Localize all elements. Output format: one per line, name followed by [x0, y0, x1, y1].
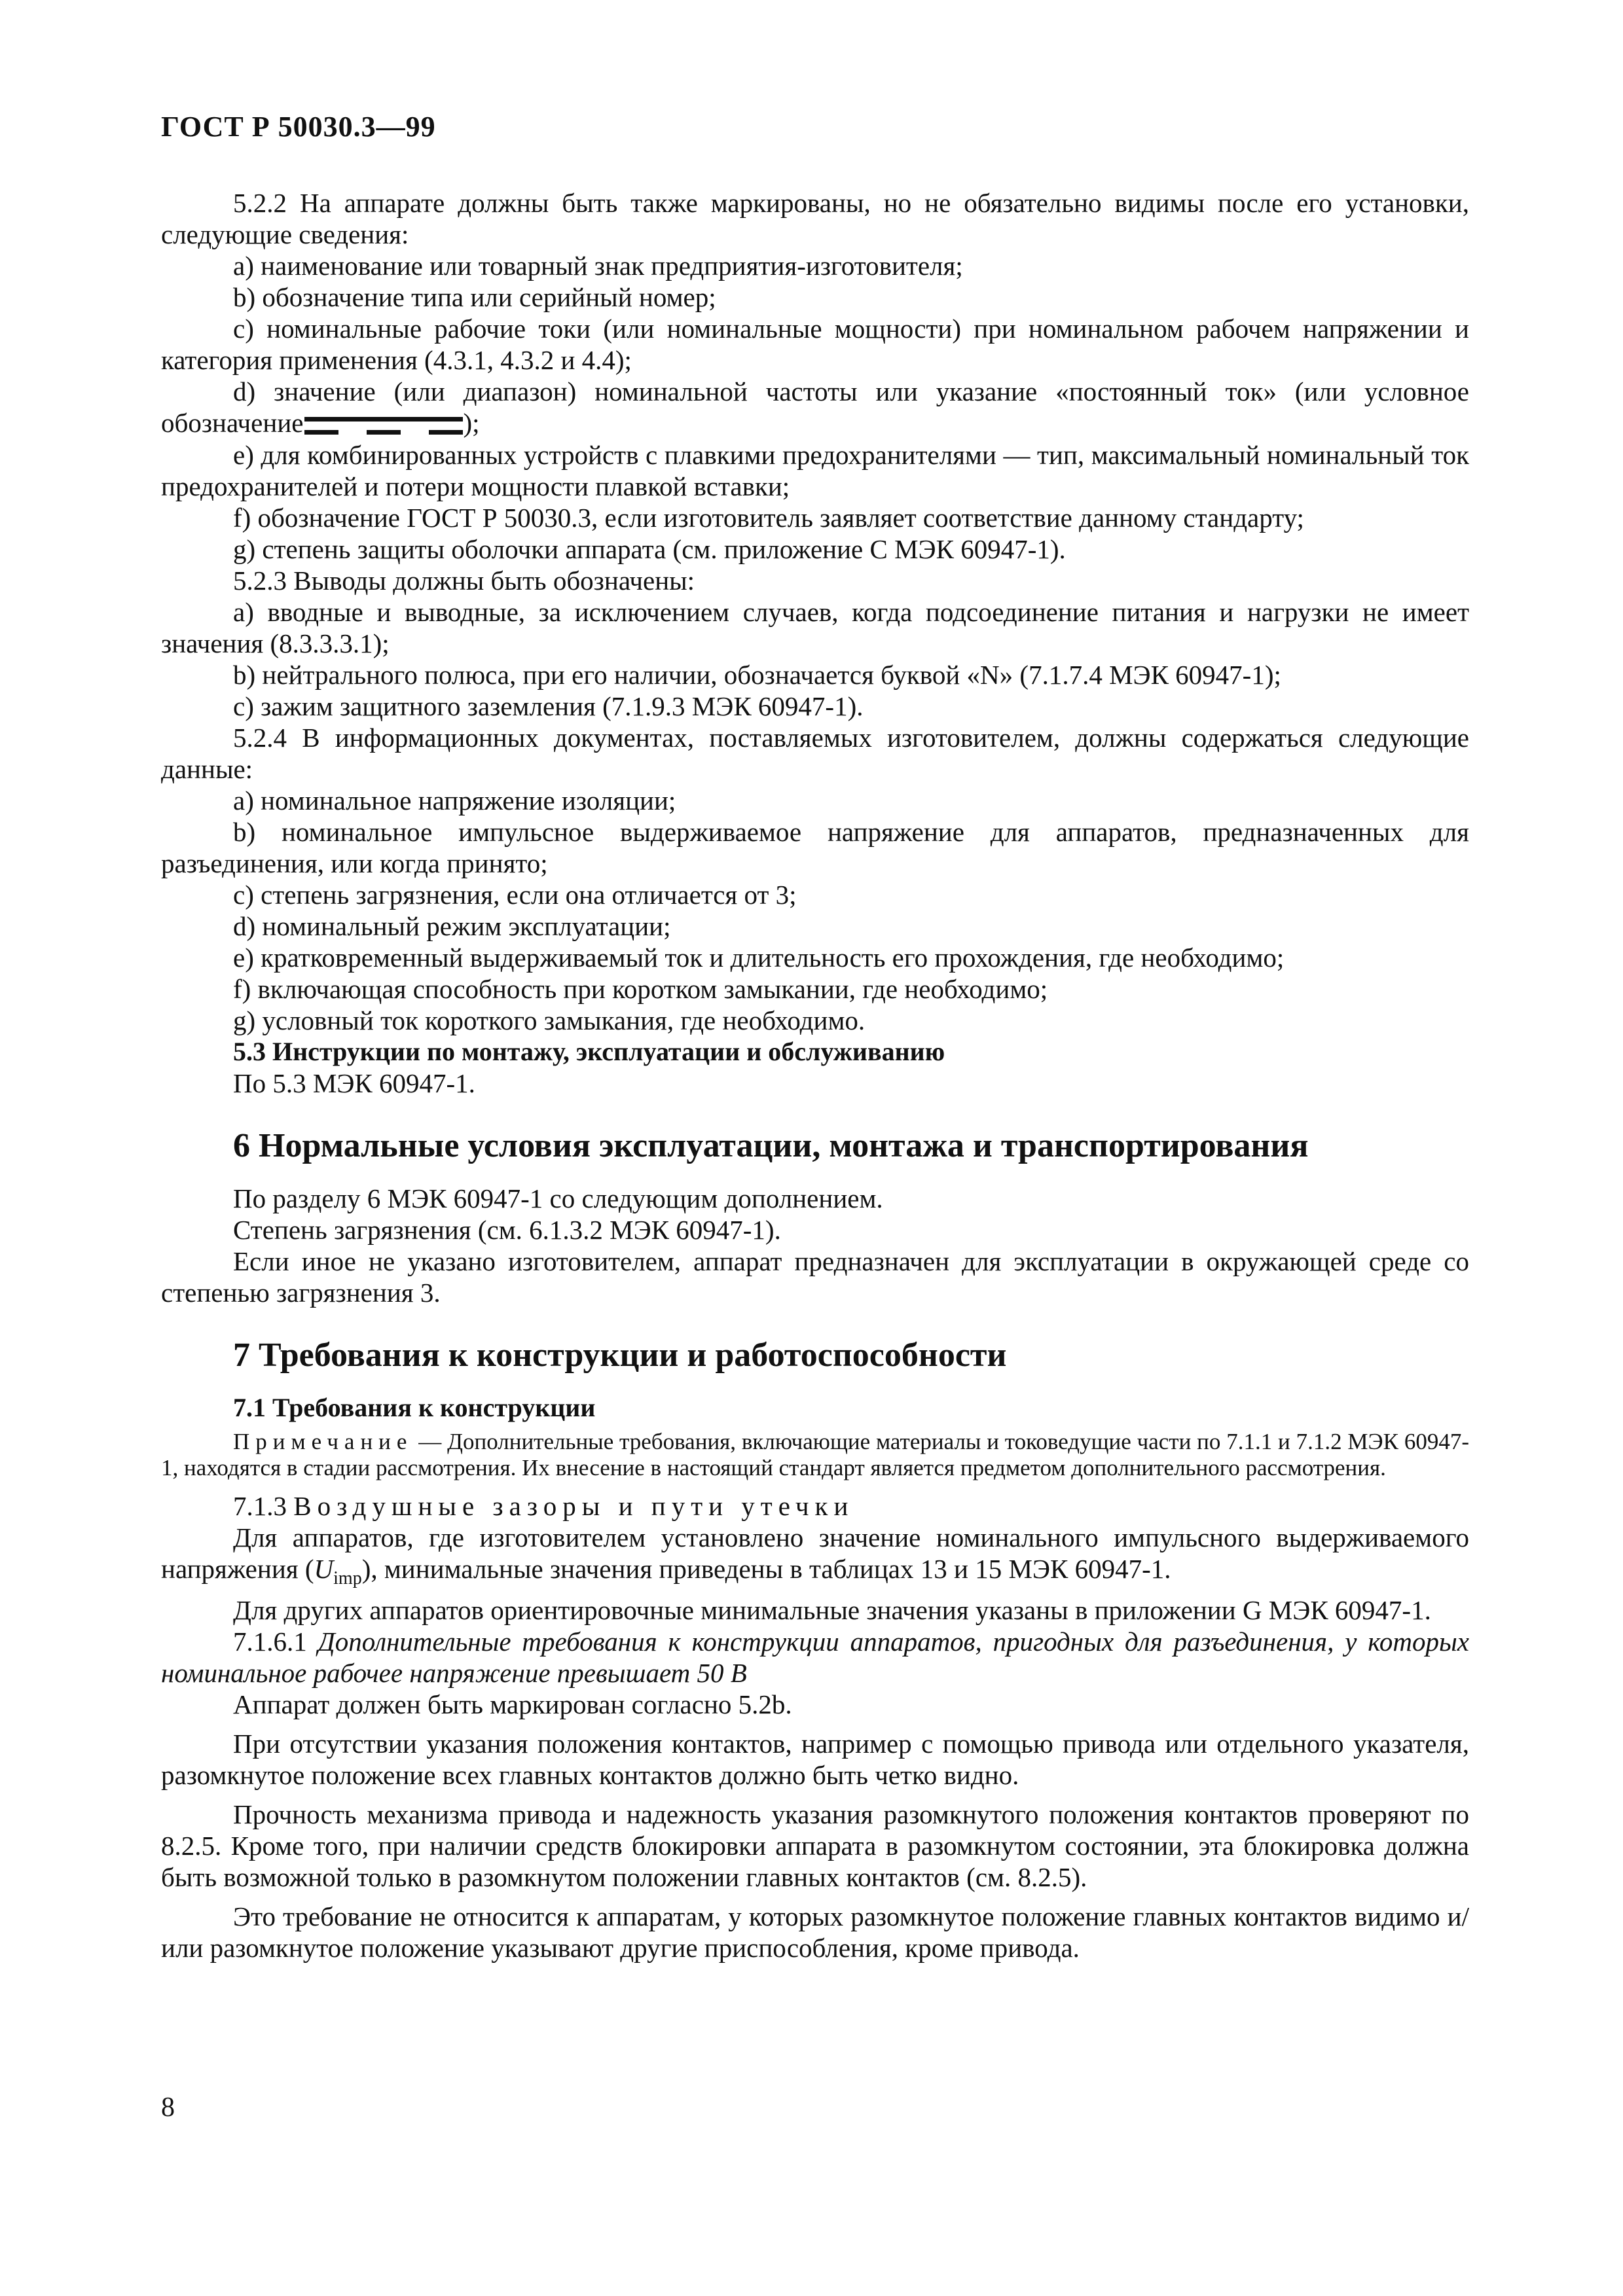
section-7-title: 7 Требования к конструкции и работоспособности [233, 1336, 1007, 1374]
list-item-text: d) значение (или диапазон) номинальной частоты или указание «постоянный ток» (или условное обозначение [161, 376, 1469, 438]
list-item: a) номинальное напряжение изоляции; [233, 785, 676, 816]
list-item: c) степень загрязнения, если она отличается от 3; [233, 879, 797, 910]
clause-title: Дополнительные требования к конструкции аппаратов, пригодных для разъединения, у которых номинальное рабочее напряжение превышает 50 В [161, 1626, 1469, 1688]
note-text: — Дополнительные требования, включающие материалы и токоведущие части по 7.1.1 и 7.1.2 МЭК 60947-1, находятся в стадии рассмотрения. Их внесение в настоящий стандарт является предметом дополнительного рассмотрения. [161, 1428, 1469, 1480]
standard-header: ГОСТ Р 50030.3—99 [161, 111, 436, 143]
clause-7-1-title: 7.1 Требования к конструкции [233, 1392, 596, 1422]
list-item: f) включающая способность при коротком замыкании, где необходимо; [233, 973, 1048, 1004]
clause-5-3-title: 5.3 Инструкции по монтажу, эксплуатации и обслуживанию [233, 1036, 945, 1066]
clause-7-1-6-1-paragraph: Это требование не относится к аппаратам, у которых разомкнутое положение главных контактов видимо и/или разомкнутое положение указывают другие приспособления, кроме привода. [161, 1901, 1469, 1963]
paragraph-text-end: ), минимальные значения приведены в таблицах 13 и 15 МЭК 60947-1. [361, 1553, 1171, 1584]
symbol-u: U [314, 1553, 334, 1584]
clause-7-1-6-1-paragraph: Аппарат должен быть маркирован согласно 5.2b. [233, 1689, 792, 1719]
page-number: 8 [161, 2092, 175, 2123]
clause-7-1-6-1-paragraph: Прочность механизма привода и надежность указания разомкнутого положения контактов проверяют по 8.2.5. Кроме того, при наличии средств блокировки аппарата в разомкнутом состоянии, эта блокировка должна быть возможной только в разомкнутом положении главных контактов (см. 8.2.5). [161, 1799, 1469, 1892]
clause-number: 7.1.3 [233, 1490, 294, 1521]
list-item: c) зажим защитного заземления (7.1.9.3 МЭК 60947-1). [233, 691, 864, 721]
list-item: e) кратковременный выдерживаемый ток и длительность его прохождения, где необходимо; [233, 942, 1285, 973]
list-item: a) вводные и выводные, за исключением случаев, когда подсоединение питания и нагрузки не имеет значения (8.3.3.3.1); [161, 596, 1469, 658]
clause-5-3-text: По 5.3 МЭК 60947-1. [233, 1067, 475, 1098]
list-item: g) степень защиты оболочки аппарата (см. приложение C МЭК 60947-1). [233, 533, 1066, 564]
list-item: b) нейтрального полюса, при его наличии, обозначается буквой «N» (7.1.7.4 МЭК 60947-1); [233, 659, 1281, 690]
clause-number: 7.1.6.1 [233, 1626, 318, 1657]
list-item: c) номинальные рабочие токи (или номинальные мощности) при номинальном рабочем напряжении и категория применения (4.3.1, 4.3.2 и 4.4); [161, 314, 1469, 375]
section-6-paragraph: Если иное не указано изготовителем, аппарат предназначен для эксплуатации в окружающей среде со степенью загрязнения 3. [161, 1246, 1469, 1308]
list-item-text-end: ); [463, 408, 480, 438]
clause-7-1-6-1-paragraph: При отсутствии указания положения контактов, например с помощью привода или отдельного указателя, разомкнутое положение всех главных контактов должно быть четко видно. [161, 1728, 1469, 1790]
list-item-d [161, 376, 1469, 439]
note [161, 1429, 1469, 1481]
symbol-subscript: imp [333, 1568, 362, 1588]
list-item: b) номинальное импульсное выдерживаемое напряжение для аппаратов, предназначенных для разъединения, или когда принято; [161, 816, 1469, 878]
clause-5-2-2-intro: 5.2.2 На аппарате должны быть также маркированы, но не обязательно видимы после его установки, следующие сведения: [161, 188, 1469, 249]
note-label: Примечание [233, 1428, 413, 1454]
clause-7-1-3-paragraph [161, 1522, 1469, 1594]
list-item: f) обозначение ГОСТ Р 50030.3, если изготовитель заявляет соответствие данному стандарту; [233, 502, 1304, 533]
clause-5-2-4-intro: 5.2.4 В информационных документах, поставляемых изготовителем, должны содержаться следующие данные: [161, 722, 1469, 784]
section-6-title: 6 Нормальные условия эксплуатации, монтажа и транспортирования [233, 1126, 1309, 1164]
paragraph-text: Для аппаратов, где изготовителем установлено значение номинального импульсного выдерживаемого напряжения ( [161, 1522, 1469, 1584]
list-item: e) для комбинированных устройств с плавкими предохранителями — тип, максимальный номинальный ток предохранителей и потери мощности плавкой вставки; [161, 439, 1469, 501]
clause-title: Воздушные зазоры и пути утечки [293, 1490, 854, 1521]
section-6-paragraph: По разделу 6 МЭК 60947-1 со следующим дополнением. [233, 1183, 883, 1213]
section-6-paragraph: Степень загрязнения (см. 6.1.3.2 МЭК 60947-1). [233, 1214, 781, 1245]
direct-current-symbol-icon [304, 413, 463, 439]
clause-7-1-3-paragraph: Для других аппаратов ориентировочные минимальные значения указаны в приложении G МЭК 60947-1. [233, 1594, 1431, 1625]
document-body [161, 187, 1469, 1964]
list-item: g) условный ток короткого замыкания, где необходимо. [233, 1005, 866, 1035]
list-item: d) номинальный режим эксплуатации; [233, 910, 671, 941]
list-item: a) наименование или товарный знак предприятия-изготовителя; [233, 251, 963, 281]
list-item: b) обозначение типа или серийный номер; [233, 282, 716, 312]
clause-7-1-6-1-title [161, 1626, 1469, 1689]
clause-7-1-3-title [161, 1490, 1469, 1522]
clause-5-2-3-intro: 5.2.3 Выводы должны быть обозначены: [233, 565, 695, 596]
